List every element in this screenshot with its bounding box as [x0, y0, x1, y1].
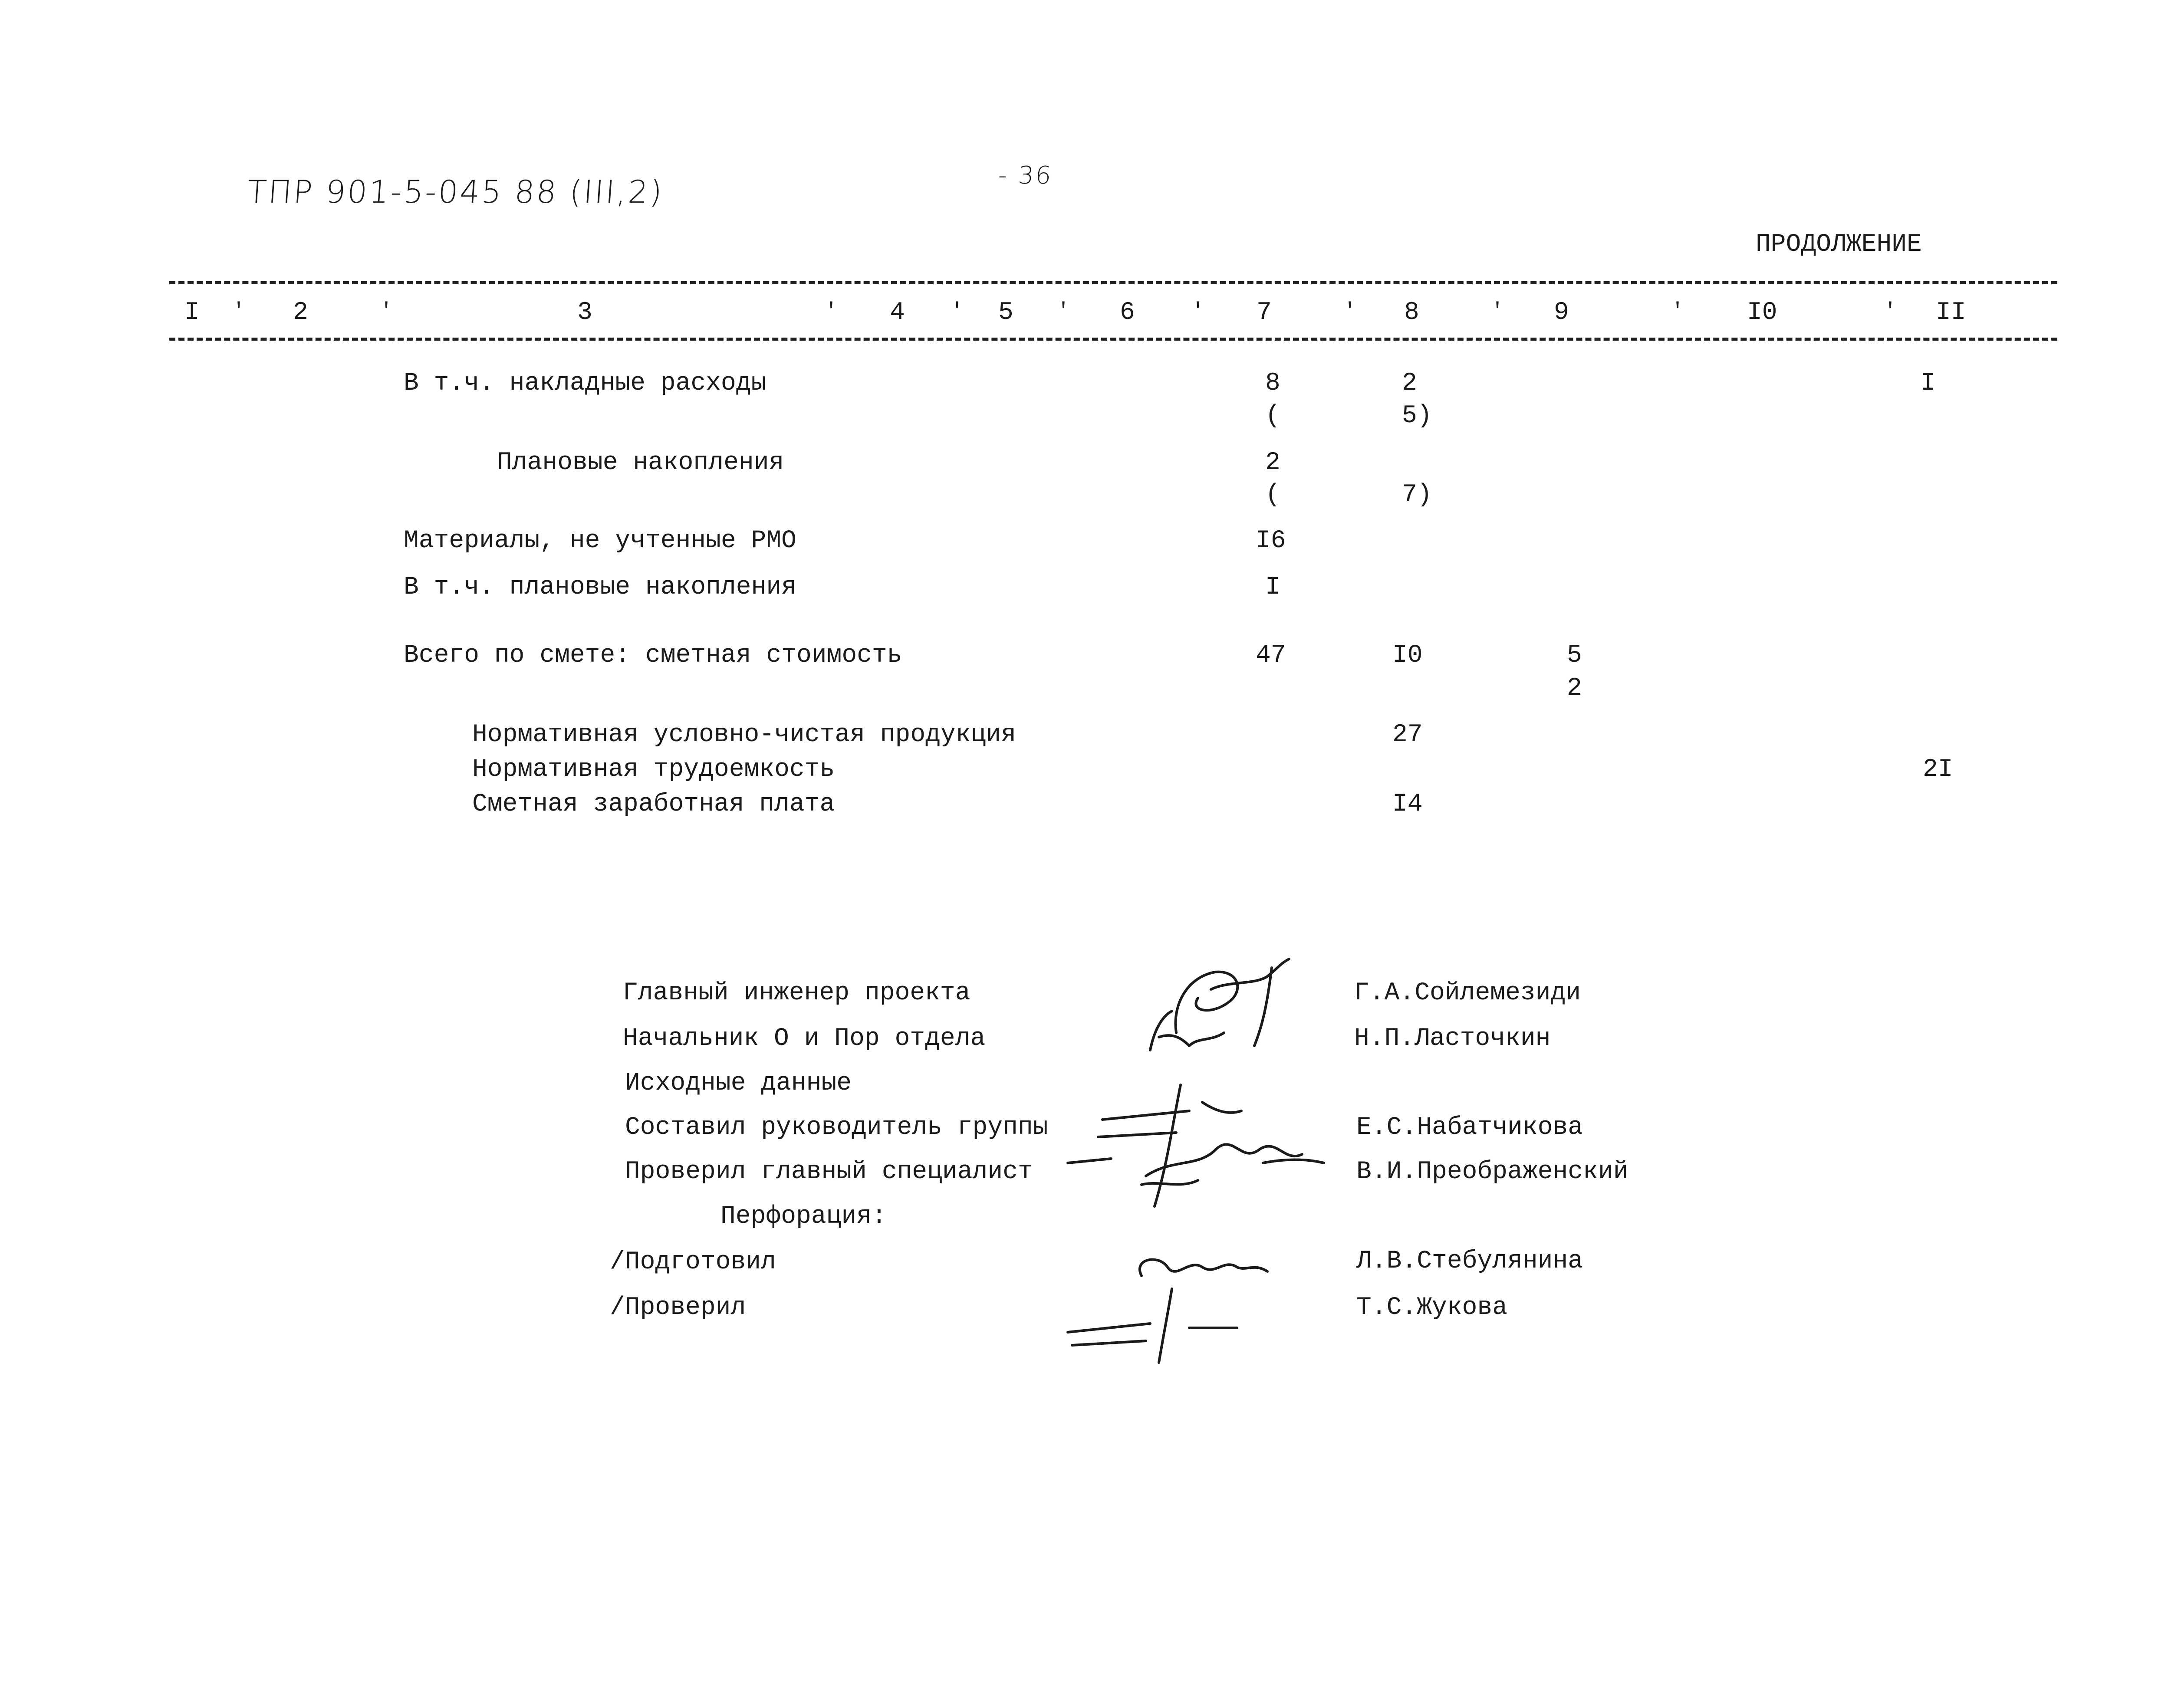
row-label-wages: Сметная заработная плата	[472, 790, 835, 818]
cell-value: (	[1265, 481, 1280, 509]
column-header-5: 5	[998, 299, 1013, 327]
signature-name: В.И.Преображенский	[1356, 1158, 1628, 1186]
signature-drawing	[1059, 1076, 1328, 1241]
cell-value: 7)	[1402, 481, 1432, 509]
header-top-rule	[169, 281, 2057, 284]
cell-value: I6	[1256, 527, 1286, 555]
signature-role: Составил руководитель группы	[625, 1113, 1048, 1142]
column-separator: '	[380, 299, 393, 324]
column-header-2: 2	[293, 299, 308, 327]
column-separator: '	[951, 299, 964, 324]
column-separator: '	[1884, 299, 1897, 324]
continuation-label: ПРОДОЛЖЕНИЕ	[1756, 230, 1922, 259]
column-header-9: 9	[1554, 299, 1569, 327]
cell-value: I	[1265, 573, 1280, 601]
column-header-3: 3	[577, 299, 592, 327]
column-header-6: 6	[1120, 299, 1135, 327]
cell-value: 2	[1265, 449, 1280, 477]
header-bottom-rule	[169, 338, 2057, 341]
cell-value: 2I	[1923, 755, 1953, 784]
column-separator: '	[1343, 299, 1357, 324]
row-label-estimate-total: Всего по смете: сметная стоимость	[404, 641, 902, 670]
document-code: ТПР 901-5-045 88 (III,2)	[246, 174, 665, 210]
signature-name: Т.С.Жукова	[1356, 1294, 1508, 1322]
cell-value: 5	[1567, 641, 1582, 670]
signature-name: Л.В.Стебулянина	[1356, 1247, 1583, 1275]
column-header-1: I	[184, 299, 200, 327]
row-label-overhead: В т.ч. накладные расходы	[404, 369, 767, 397]
cell-value: 5)	[1402, 402, 1432, 430]
signature-role: Перфорация:	[720, 1202, 887, 1231]
cell-value: I0	[1392, 641, 1423, 670]
signature-name: Е.С.Набатчикова	[1356, 1113, 1583, 1142]
cell-value: 27	[1392, 721, 1423, 749]
row-label-materials: Материалы, не учтенные РМО	[404, 527, 796, 555]
cell-value: 8	[1265, 369, 1280, 397]
column-separator: '	[1491, 299, 1504, 324]
cell-value: I	[1921, 369, 1936, 397]
column-separator: '	[232, 299, 246, 324]
column-header-10: I0	[1747, 299, 1777, 327]
cell-value: (	[1265, 402, 1280, 430]
cell-value: I4	[1392, 790, 1423, 818]
signature-drawing	[1124, 950, 1319, 1072]
column-separator: '	[825, 299, 838, 324]
column-separator: '	[1057, 299, 1070, 324]
signature-name: Г.А.Сойлемезиди	[1354, 979, 1581, 1007]
page-number: - 36	[997, 161, 1054, 190]
signature-role: /Подготовил	[610, 1248, 776, 1276]
column-header-7: 7	[1257, 299, 1272, 327]
signature-role: Проверил главный специалист	[625, 1158, 1033, 1186]
signature-role: Исходные данные	[625, 1069, 852, 1097]
row-label-net-production: Нормативная условно-чистая продукция	[472, 721, 1017, 749]
cell-value: 47	[1256, 641, 1286, 670]
column-header-4: 4	[890, 299, 905, 327]
cell-value: 2	[1402, 369, 1417, 397]
column-header-11: II	[1936, 299, 1966, 327]
row-label-incl-planned-savings: В т.ч. плановые накопления	[404, 573, 796, 601]
row-label-planned-savings: Плановые накопления	[497, 449, 784, 477]
signature-role: Главный инженер проекта	[623, 979, 971, 1007]
signature-role: Начальник О и Пор отдела	[623, 1025, 986, 1053]
row-label-labor-intensity: Нормативная трудоемкость	[472, 755, 835, 784]
column-separator: '	[1191, 299, 1205, 324]
signature-name: Н.П.Ласточкин	[1354, 1025, 1551, 1053]
signature-drawing	[1059, 1241, 1285, 1371]
column-separator: '	[1671, 299, 1684, 324]
cell-value: 2	[1567, 674, 1582, 703]
column-header-8: 8	[1404, 299, 1419, 327]
signature-role: /Проверил	[610, 1294, 746, 1322]
